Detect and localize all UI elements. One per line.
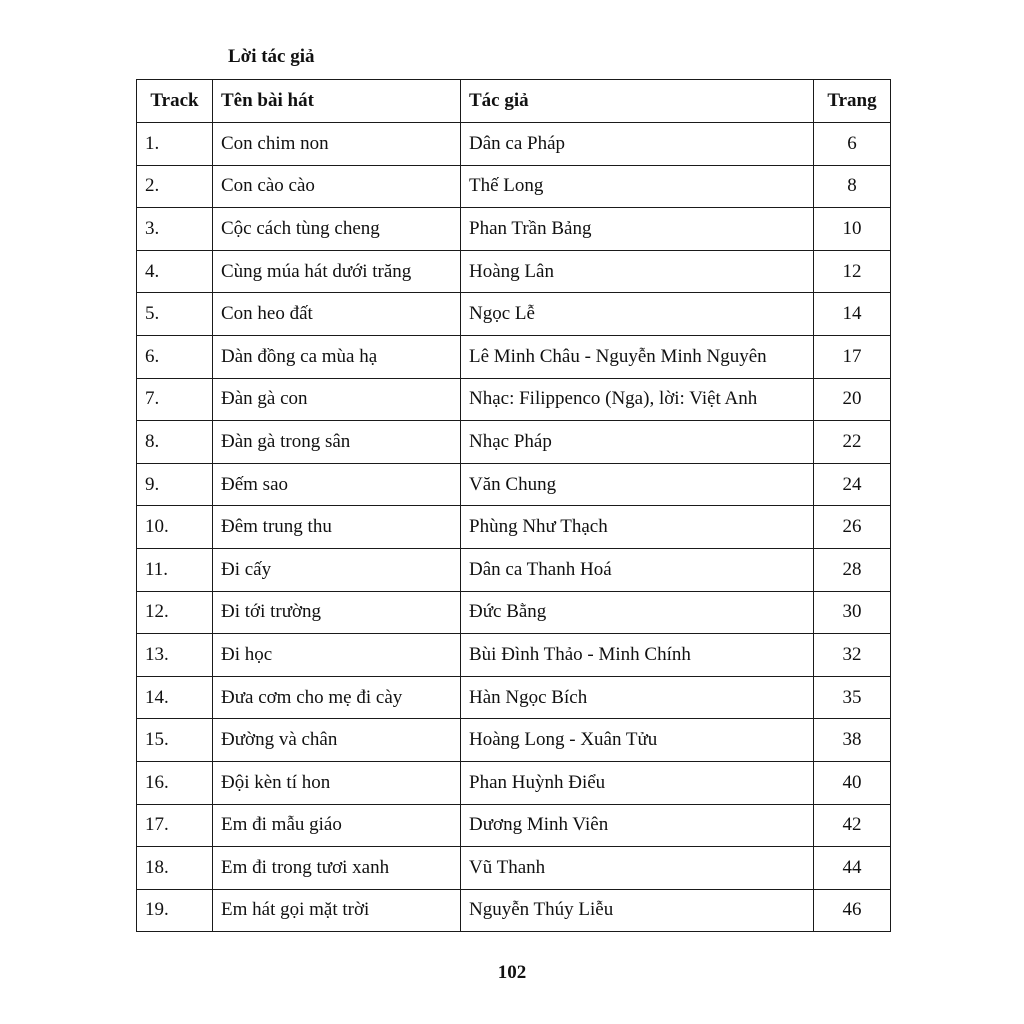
track-cell: 11. bbox=[137, 548, 213, 591]
author-cell: Phan Huỳnh Điểu bbox=[461, 761, 814, 804]
page-cell: 6 bbox=[814, 123, 891, 166]
track-cell: 16. bbox=[137, 761, 213, 804]
header-author: Tác giả bbox=[461, 80, 814, 123]
section-heading: Lời tác giả bbox=[228, 46, 315, 67]
table-row bbox=[137, 293, 891, 336]
track-cell: 10. bbox=[137, 506, 213, 549]
author-cell: Nhạc: Filippenco (Nga), lời: Việt Anh bbox=[461, 378, 814, 421]
song-title-cell: Đi cấy bbox=[213, 548, 461, 591]
table-row bbox=[137, 847, 891, 890]
table-row bbox=[137, 889, 891, 932]
page-cell: 26 bbox=[814, 506, 891, 549]
page-cell: 10 bbox=[814, 208, 891, 251]
page-cell: 8 bbox=[814, 165, 891, 208]
track-cell: 13. bbox=[137, 634, 213, 677]
track-cell: 17. bbox=[137, 804, 213, 847]
author-cell: Dương Minh Viên bbox=[461, 804, 814, 847]
song-title-cell: Em hát gọi mặt trời bbox=[213, 889, 461, 932]
track-cell: 4. bbox=[137, 250, 213, 293]
song-title-cell: Em đi mẫu giáo bbox=[213, 804, 461, 847]
track-cell: 5. bbox=[137, 293, 213, 336]
song-title-cell: Đưa cơm cho mẹ đi cày bbox=[213, 676, 461, 719]
author-cell: Dân ca Pháp bbox=[461, 123, 814, 166]
page-number: 102 bbox=[497, 962, 527, 983]
table-row bbox=[137, 634, 891, 677]
author-cell: Vũ Thanh bbox=[461, 847, 814, 890]
author-cell: Văn Chung bbox=[461, 463, 814, 506]
song-title-cell: Con chim non bbox=[213, 123, 461, 166]
song-title-cell: Dàn đồng ca mùa hạ bbox=[213, 335, 461, 378]
track-cell: 15. bbox=[137, 719, 213, 762]
page-cell: 38 bbox=[814, 719, 891, 762]
song-title-cell: Đường và chân bbox=[213, 719, 461, 762]
page-cell: 40 bbox=[814, 761, 891, 804]
song-title-cell: Đàn gà con bbox=[213, 378, 461, 421]
author-cell: Phan Trần Bảng bbox=[461, 208, 814, 251]
track-cell: 6. bbox=[137, 335, 213, 378]
track-cell: 18. bbox=[137, 847, 213, 890]
table-body bbox=[137, 123, 891, 932]
header-page: Trang bbox=[814, 80, 891, 123]
table-row bbox=[137, 123, 891, 166]
track-cell: 14. bbox=[137, 676, 213, 719]
page-cell: 17 bbox=[814, 335, 891, 378]
page-cell: 20 bbox=[814, 378, 891, 421]
page-cell: 12 bbox=[814, 250, 891, 293]
table-row bbox=[137, 165, 891, 208]
author-cell: Lê Minh Châu - Nguyễn Minh Nguyên bbox=[461, 335, 814, 378]
table-row bbox=[137, 250, 891, 293]
track-cell: 1. bbox=[137, 123, 213, 166]
track-cell: 9. bbox=[137, 463, 213, 506]
table-row bbox=[137, 421, 891, 464]
page-cell: 46 bbox=[814, 889, 891, 932]
table-row bbox=[137, 591, 891, 634]
song-title-cell: Đếm sao bbox=[213, 463, 461, 506]
table-row bbox=[137, 335, 891, 378]
author-cell: Hàn Ngọc Bích bbox=[461, 676, 814, 719]
track-cell: 2. bbox=[137, 165, 213, 208]
track-cell: 19. bbox=[137, 889, 213, 932]
author-cell: Dân ca Thanh Hoá bbox=[461, 548, 814, 591]
track-cell: 8. bbox=[137, 421, 213, 464]
author-cell: Đức Bằng bbox=[461, 591, 814, 634]
table-row bbox=[137, 761, 891, 804]
track-cell: 3. bbox=[137, 208, 213, 251]
table-row bbox=[137, 676, 891, 719]
author-cell: Ngọc Lễ bbox=[461, 293, 814, 336]
author-cell: Nhạc Pháp bbox=[461, 421, 814, 464]
table-row bbox=[137, 378, 891, 421]
page-cell: 30 bbox=[814, 591, 891, 634]
song-title-cell: Em đi trong tươi xanh bbox=[213, 847, 461, 890]
track-cell: 12. bbox=[137, 591, 213, 634]
song-title-cell: Đi học bbox=[213, 634, 461, 677]
song-title-cell: Đàn gà trong sân bbox=[213, 421, 461, 464]
author-cell: Hoàng Long - Xuân Tửu bbox=[461, 719, 814, 762]
page-cell: 35 bbox=[814, 676, 891, 719]
song-title-cell: Đi tới trường bbox=[213, 591, 461, 634]
table-row bbox=[137, 719, 891, 762]
author-cell: Phùng Như Thạch bbox=[461, 506, 814, 549]
page-cell: 28 bbox=[814, 548, 891, 591]
table-row bbox=[137, 804, 891, 847]
table-row bbox=[137, 208, 891, 251]
page-cell: 32 bbox=[814, 634, 891, 677]
author-cell: Hoàng Lân bbox=[461, 250, 814, 293]
author-cell: Bùi Đình Thảo - Minh Chính bbox=[461, 634, 814, 677]
song-table bbox=[136, 79, 891, 932]
page-cell: 42 bbox=[814, 804, 891, 847]
page-cell: 22 bbox=[814, 421, 891, 464]
page-cell: 24 bbox=[814, 463, 891, 506]
page-cell: 44 bbox=[814, 847, 891, 890]
table-row bbox=[137, 548, 891, 591]
song-title-cell: Con heo đất bbox=[213, 293, 461, 336]
track-cell: 7. bbox=[137, 378, 213, 421]
song-title-cell: Con cào cào bbox=[213, 165, 461, 208]
page-cell: 14 bbox=[814, 293, 891, 336]
header-track: Track bbox=[137, 80, 213, 123]
header-title: Tên bài hát bbox=[213, 80, 461, 123]
author-cell: Nguyễn Thúy Liễu bbox=[461, 889, 814, 932]
song-title-cell: Đội kèn tí hon bbox=[213, 761, 461, 804]
song-title-cell: Cùng múa hát dưới trăng bbox=[213, 250, 461, 293]
table-row bbox=[137, 463, 891, 506]
table-header-row bbox=[137, 80, 891, 123]
song-title-cell: Đêm trung thu bbox=[213, 506, 461, 549]
table-row bbox=[137, 506, 891, 549]
author-cell: Thế Long bbox=[461, 165, 814, 208]
song-title-cell: Cộc cách tùng cheng bbox=[213, 208, 461, 251]
